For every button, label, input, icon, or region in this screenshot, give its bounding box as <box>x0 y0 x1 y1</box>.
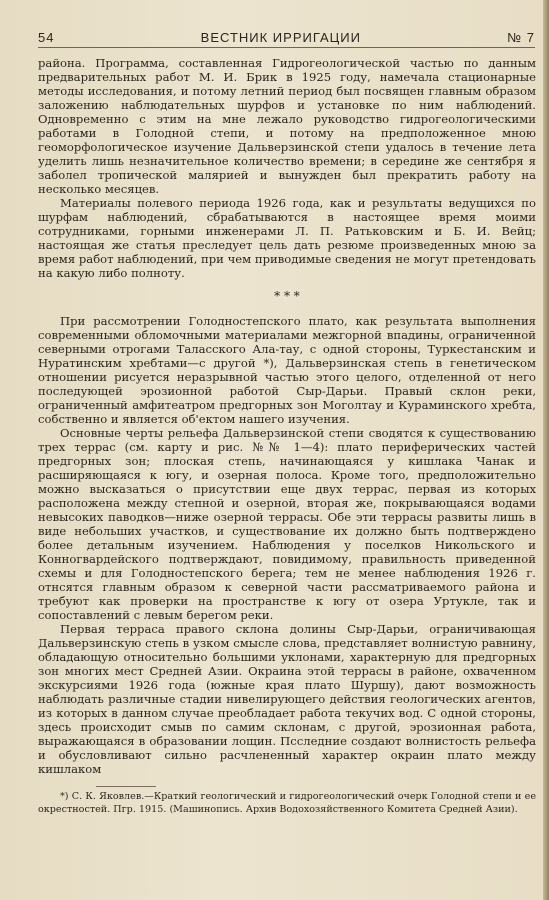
journal-title: ВЕСТНИК ИРРИГАЦИИ <box>200 29 361 45</box>
page-number: 54 <box>38 29 55 45</box>
paragraph-5: Первая терраса правого склона долины Сыр-Дарьи, ограничивающая Дальверзинскую степь в узком смысле слова, представляет волнистую равнину, обладающую относительно большими уклонами, характерную для предгорных зон многих мест Средней Азии. Окраина этой террасы в районе, охваченном экскурсиями 1926 года (южные края плато Шуршу), дают возможность наблюдать различные стадии нивелирующего действия геологических агентов, из которых в данном случае преобладает работа текучих вод. С одной стороны, здесь происходит смыв по самим склонам, с другой, эрозионная работа, выражающаяся в образовании лощин. Псследние создают волнистость рельефа и обусловливают сильно расчлененный характер окраин плато между кишлаком <box>38 622 536 776</box>
footnote-text: *) С. К. Яковлев.—Краткий геологический и гидрогеологический очерк Голодной степи и ее окрестностей. Пгр. 1915. (Машинопись. Архив Водохозяйственного Комитета Средней Азии). <box>38 791 536 815</box>
footnote-separator <box>96 786 156 787</box>
paragraph-2: Материалы полевого периода 1926 года, как и результаты ведущихся по шурфам наблюдений, сбрабатываются в настоящее время моими сотрудниками, горными инженерами Л. П. Ратьковским и Б. И. Вейц; настоящая же статья преследует цель дать резюме произведенных мною за время работ наблюдений, при чем приводимые сведения не могут претендовать на какую либо полноту. <box>38 196 536 280</box>
article-body <box>38 56 536 816</box>
header-rule <box>38 47 535 48</box>
section-divider-stars: * * * <box>274 289 300 303</box>
running-header <box>38 28 535 46</box>
page-edge-shadow <box>543 0 549 900</box>
paragraph-3: При рассмотрении Голодностепского плато, как результата выполнения современными обломочными материалами межгорной впадины, ограниченной северными отрогами Таласского Ала-тау, с одной стороны, Туркестанским и Нуратинским хребтами—с другой *), Дальверзинская степь в генетическом отношении рисуется неразрывной частью этого целого, отделенной от него последующей эрозионной работой Сыр-Дарьи. Правый склон реки, ограниченный амфитеатром предгорных зон Моголтау и Кураминского хребта, собственно и является об'ектом нашего изучения. <box>38 314 536 426</box>
issue-number: № 7 <box>507 29 535 45</box>
footnote <box>38 791 536 816</box>
paragraph-4: Основные черты рельефа Дальверзинской степи сводятся к существованию трех террас (см. карту и рис. №№ 1—4): плато периферических частей предгорных зон; плоская степь, начинающаяся у кишлака Чанак и расширяющаяся к югу, и озерная полоса. Кроме того, предположительно можно высказаться о присутствии еще двух террас, первая из которых расположена между степной и озерной, вторая же, покрывающаяся водами невысоких паводков—ниже озерной террасы. Обе эти террасы развиты лишь в виде небольших участков, и существование их должно быть подтверждено более детальным изучением. Наблюдения у поселков Никольского и Конногвардейского подтверждают, повидимому, правильность приведенной схемы и для Голодностепского берега; тем не менее наблюдения 1926 г. отнсятся главным образом к северной части рассматриваемого района и требуют как проверки на пространстве к югу от озера Уртукле, так и сопоставлений с левым берегом реки. <box>38 426 536 622</box>
paragraph-1: района. Программа, составленная Гидрогеологической частью по данным предварительных работ М. И. Брик в 1925 году, намечала стационарные методы исследования, и потому летний период был посвящен главным образом заложению наблюдательных шурфов и установке по ним наблюдений. Одновременно с этим на мне лежало руководство гидрогеологическими работами в Голодной степи, и потому на предположенное мною геоморфологическое изучение Дальверзинской степи удалось в течение лета уделить лишь незначительное количество времени; в середине же сентября я заболел тропической малярией и вынужден был прекратить работу на несколько месяцев. <box>38 56 536 196</box>
